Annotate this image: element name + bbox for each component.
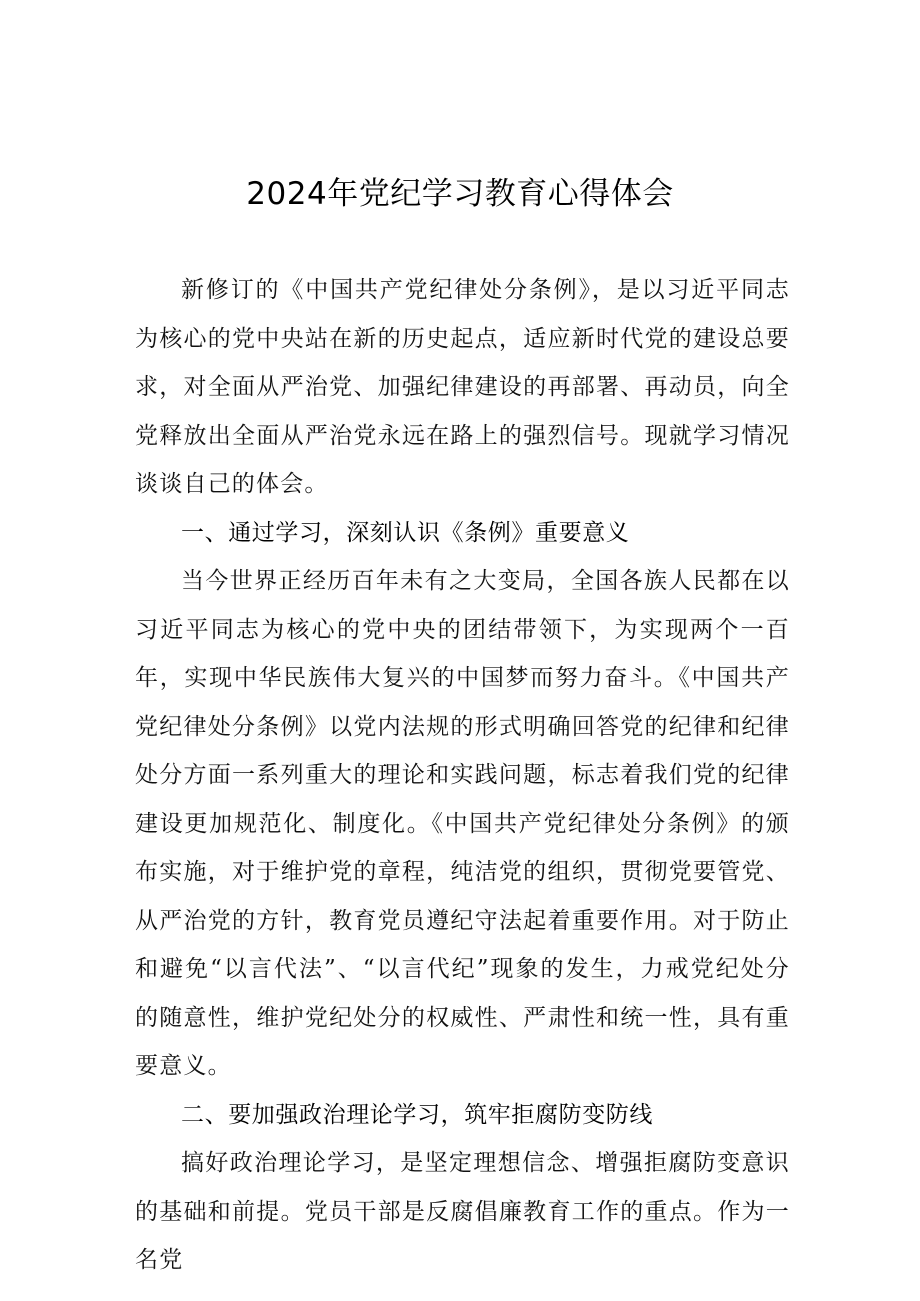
paragraph-intro: 新修订的《中国共产党纪律处分条例》，是以习近平同志为核心的党中央站在新的历史起点，适应新时代党的建设总要求，对全面从严治党、加强纪律建设的再部署、再动员，向全党释放出全面从严治党永远在路上的强烈信号。现就学习情况谈谈自己的体会。 [135,277,790,497]
document-title: 2024年党纪学习教育心得体会 [246,176,674,212]
paragraph-section-1: 当今世界正经历百年未有之大变局，全国各族人民都在以习近平同志为核心的党中央的团结带领下，为实现两个一百年，实现中华民族伟大复兴的中国梦而努力奋斗。《中国共产党纪律处分条例》以党内法规的形式明确回答党的纪律和纪律处分方面一系列重大的理论和实践问题，标志着我们党的纪律建设更加规范化、制度化。《中国共产党纪律处分条例》的颁布实施，对于维护党的章程，纯洁党的组织，贯彻党要管党、从严治党的方针，教育党员遵纪守法起着重要作用。对于防止和避免“以言代法”、“以言代纪”现象的发生，力戒党纪处分的随意性，维护党纪处分的权威性、严肃性和统一性，具有重要意义。 [135,568,790,1079]
section-heading-1: 一、通过学习，深刻认识《条例》重要意义 [181,519,630,546]
section-heading-2: 二、要加强政治理论学习，筑牢拒腐防变防线 [181,1101,653,1128]
document-body [135,266,790,1285]
paragraph-section-2: 搞好政治理论学习，是坚定理想信念、增强拒腐防变意识的基础和前提。党员干部是反腐倡廉教育工作的重点。作为一名党 [135,1150,790,1273]
